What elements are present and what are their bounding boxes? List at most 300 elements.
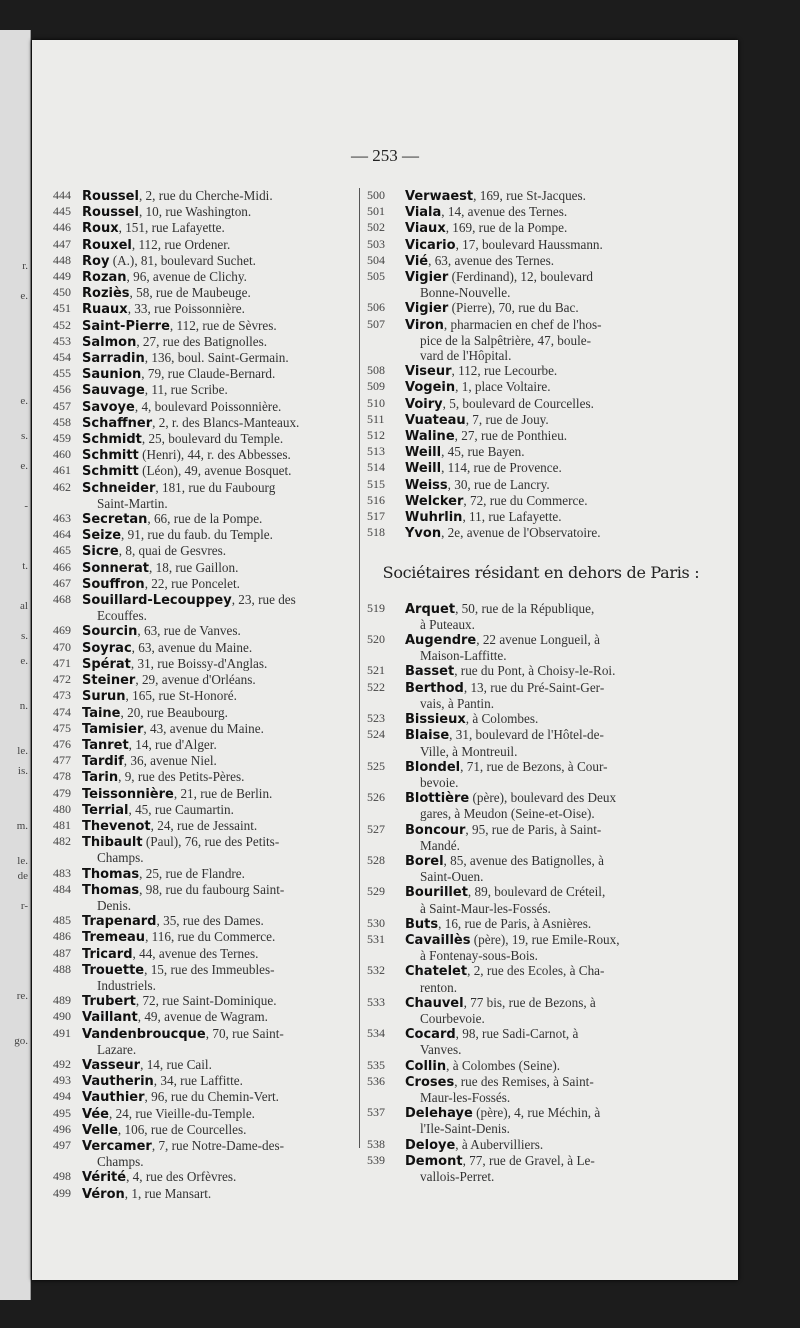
entry-number: 482 [53, 834, 71, 849]
member-address-continued: Denis. [97, 897, 132, 913]
entry-number: 535 [367, 1057, 385, 1072]
member-address: , 1, place Voltaire. [455, 379, 551, 395]
previous-page-edge [0, 30, 31, 1300]
member-name: Thevenot [82, 818, 151, 834]
member-address: (Pierre), 70, rue du Bac. [448, 300, 579, 316]
member-address: , 7, rue Notre-Dame-des- [151, 1137, 285, 1153]
member-address-continued: bevoie. [420, 774, 459, 790]
entry-number: 490 [53, 1009, 71, 1024]
member-address: (Henri), 44, r. des Abbesses. [138, 447, 291, 463]
member-entry [53, 237, 369, 253]
member-name: Demont [405, 1153, 463, 1169]
member-entry [53, 913, 369, 929]
entry-number: 495 [53, 1105, 71, 1120]
member-entry [53, 818, 369, 834]
member-address: , 49, avenue de Wagram. [137, 1009, 268, 1025]
member-name: Cocard [405, 1027, 456, 1043]
member-name: Schaffner [82, 415, 153, 431]
member-name: Thomas [82, 882, 140, 898]
entry-number: 488 [53, 961, 71, 976]
entry-number: 531 [367, 931, 385, 946]
member-name: Trubert [82, 994, 136, 1010]
member-name: Weill [405, 461, 442, 477]
member-address: , 31, rue Boissy-d'Anglas. [130, 655, 268, 671]
member-address: , 2, rue du Cherche-Midi. [138, 188, 273, 203]
member-entry [53, 705, 369, 721]
member-address-continued: Bonne-Nouvelle. [420, 285, 511, 301]
member-address: , rue des Remises, à Saint- [454, 1073, 594, 1089]
member-entry [53, 511, 369, 527]
member-entry [53, 753, 369, 769]
member-entry [53, 527, 369, 543]
entry-number: 489 [53, 993, 71, 1008]
member-entry [53, 640, 369, 656]
member-entry [53, 220, 369, 236]
member-entry [367, 759, 715, 790]
member-name: Blottière [405, 791, 470, 807]
member-address: , 66, rue de la Pompe. [147, 511, 263, 527]
member-address: , 4, boulevard Poissonnière. [134, 398, 282, 414]
member-entry [53, 1169, 369, 1185]
member-address-continued: l'Ile-Saint-Denis. [420, 1121, 510, 1137]
entry-number: 538 [367, 1136, 385, 1151]
margin-fragment: le. [17, 855, 28, 867]
member-entry [53, 334, 369, 350]
member-address: , 22 avenue Longueil, à [476, 632, 601, 648]
member-name: Trouette [82, 962, 145, 978]
entry-number: 527 [367, 821, 385, 836]
member-entry [53, 1122, 369, 1138]
member-address: , pharmacien en chef de l'hos- [443, 316, 602, 332]
entry-number: 500 [367, 188, 385, 202]
entry-number: 520 [367, 632, 385, 647]
member-entry [53, 350, 369, 366]
member-entry [367, 822, 715, 853]
member-address-continued: à Saint-Maur-les-Fossés. [420, 900, 551, 916]
margin-fragment: e. [20, 395, 28, 407]
member-address: (père), 4, rue Méchin, à [472, 1105, 601, 1121]
member-address: , 58, rue de Maubeuge. [129, 285, 251, 301]
member-address-continued: Ville, à Montreuil. [420, 743, 518, 759]
member-name: Yvon [405, 526, 442, 542]
member-name: Boncour [405, 822, 466, 838]
member-name: Bissieux [405, 712, 466, 728]
member-address: , 45, rue Bayen. [441, 444, 525, 460]
member-name: Secretan [82, 512, 148, 528]
member-address-continued: Ecouffes. [97, 608, 147, 624]
member-address: , 11, rue Lafayette. [462, 509, 562, 525]
member-entry [367, 525, 715, 541]
member-entry [53, 672, 369, 688]
member-entry [367, 1074, 715, 1105]
entry-number: 503 [367, 236, 385, 251]
member-address: , 71, rue de Bezons, à Cour- [460, 758, 608, 774]
margin-fragment: de [17, 870, 28, 882]
member-address: , 43, avenue du Maine. [143, 720, 264, 736]
member-name: Sauvage [82, 383, 145, 399]
member-name: Basset [405, 664, 455, 680]
member-address: , 30, rue de Lancry. [447, 476, 550, 492]
member-address-continued: à Puteaux. [420, 616, 475, 632]
entry-number: 454 [53, 350, 71, 365]
member-address: , 13, rue du Pré-Saint-Ger- [463, 679, 605, 695]
member-entry [367, 379, 715, 395]
member-entry [367, 300, 715, 316]
member-name: Vée [82, 1106, 109, 1122]
member-name: Tricard [82, 946, 133, 962]
member-name: Saunion [82, 367, 142, 383]
member-name: Terrial [82, 802, 129, 818]
entry-number: 485 [53, 913, 71, 928]
entry-number: 463 [53, 511, 71, 526]
member-entry [53, 1009, 369, 1025]
member-entry [53, 946, 369, 962]
entry-number: 536 [367, 1073, 385, 1088]
member-address: , 20, rue Beaubourg. [120, 704, 228, 720]
member-address: , 9, rue des Petits-Pères. [118, 769, 245, 785]
member-address: , 136, boul. Saint-Germain. [144, 350, 289, 366]
member-entry [53, 447, 369, 463]
member-entry [367, 363, 715, 379]
entry-number: 448 [53, 252, 71, 267]
member-address: , 77, rue de Gravel, à Le- [462, 1152, 595, 1168]
member-entry [367, 317, 715, 364]
member-address: , 77 bis, rue de Bezons, à [463, 994, 596, 1010]
entry-number: 479 [53, 785, 71, 800]
member-entry [53, 721, 369, 737]
member-address: , 63, rue de Vanves. [137, 623, 241, 639]
member-name: Vauthier [82, 1090, 145, 1106]
entry-number: 483 [53, 865, 71, 880]
member-entry [367, 853, 715, 884]
entry-number: 529 [367, 884, 385, 899]
member-address-continued: renton. [420, 979, 457, 995]
member-address: , à Colombes (Seine). [446, 1057, 561, 1073]
entry-number: 497 [53, 1137, 71, 1152]
outside-paris-members-list [367, 601, 715, 1185]
member-address-continued: Saint-Ouen. [420, 869, 484, 885]
member-address: , 44, avenue des Ternes. [132, 945, 259, 961]
entry-number: 510 [367, 395, 385, 410]
member-address: , 14, rue Cail. [140, 1056, 212, 1072]
entry-number: 469 [53, 623, 71, 638]
margin-fragment: re. [16, 990, 28, 1002]
entry-number: 472 [53, 672, 71, 687]
entry-number: 486 [53, 929, 71, 944]
entry-number: 519 [367, 600, 385, 615]
entry-number: 511 [367, 411, 385, 426]
member-entry [53, 463, 369, 479]
member-entry [367, 204, 715, 220]
member-name: Vogein [405, 380, 456, 396]
member-address: , 11, rue Scribe. [144, 382, 228, 398]
member-name: Roussel [82, 205, 139, 221]
member-entry [53, 382, 369, 398]
entry-number: 444 [53, 188, 71, 202]
entry-number: 514 [367, 460, 385, 475]
member-name: Velle [82, 1122, 118, 1138]
member-name: Vautherin [82, 1074, 154, 1090]
entry-number: 501 [367, 204, 385, 219]
entry-number: 477 [53, 753, 71, 768]
member-address: , 169, rue St-Jacques. [473, 188, 586, 203]
member-address: , 89, boulevard de Créteil, [467, 884, 606, 900]
member-name: Roy [82, 253, 110, 269]
directory-page [32, 40, 738, 1280]
member-entry [367, 727, 715, 758]
member-name: Véron [82, 1186, 125, 1202]
member-address-continued: vallois-Perret. [420, 1168, 495, 1184]
member-name: Blondel [405, 759, 461, 775]
member-address: , 112, rue de Sèvres. [169, 317, 277, 333]
member-name: Taine [82, 705, 121, 721]
member-name: Tanret [82, 737, 129, 753]
member-entry [367, 1026, 715, 1057]
entry-number: 480 [53, 801, 71, 816]
member-name: Chatelet [405, 964, 468, 980]
entry-number: 481 [53, 817, 71, 832]
entry-number: 533 [367, 994, 385, 1009]
entry-number: 447 [53, 236, 71, 251]
entry-number: 505 [367, 269, 385, 284]
member-entry [367, 493, 715, 509]
member-address: , à Colombes. [465, 711, 539, 727]
member-name: Deloye [405, 1137, 456, 1153]
section-heading: Sociétaires résidant en dehors de Paris : [382, 563, 700, 583]
member-name: Delehaye [405, 1106, 473, 1122]
member-address: , 25, boulevard du Temple. [141, 431, 284, 447]
entry-number: 466 [53, 559, 71, 574]
member-entry [367, 253, 715, 269]
entry-number: 468 [53, 592, 71, 607]
left-column [53, 188, 369, 1202]
member-address: , 4, rue des Orfèvres. [126, 1169, 237, 1185]
member-name: Borel [405, 853, 444, 869]
entry-number: 455 [53, 366, 71, 381]
member-address: , 2, r. des Blancs-Manteaux. [152, 414, 300, 430]
entry-number: 525 [367, 758, 385, 773]
entry-number: 476 [53, 736, 71, 751]
member-address-continued: vais, à Pantin. [420, 695, 494, 711]
member-address: , 35, rue des Dames. [156, 913, 264, 929]
entry-number: 528 [367, 852, 385, 867]
member-entry [53, 188, 369, 204]
entry-number: 494 [53, 1089, 71, 1104]
member-name: Ruaux [82, 302, 128, 318]
member-entry [53, 366, 369, 382]
margin-fragment: e. [20, 290, 28, 302]
member-name: Roux [82, 221, 119, 237]
member-address: , 114, rue de Provence. [441, 460, 562, 476]
entry-number: 516 [367, 492, 385, 507]
member-entry [53, 204, 369, 220]
member-entry [53, 560, 369, 576]
member-address: , 72, rue Saint-Dominique. [135, 993, 277, 1009]
entry-number: 521 [367, 663, 385, 678]
member-address: , 10, rue Washington. [138, 204, 252, 220]
member-name: Sonnerat [82, 560, 150, 576]
entry-number: 496 [53, 1121, 71, 1136]
member-address: , 70, rue Saint- [205, 1025, 284, 1041]
member-address: , 24, rue de Jessaint. [150, 817, 258, 833]
member-name: Seize [82, 528, 122, 544]
member-address: , 7, rue de Jouy. [465, 411, 549, 427]
member-name: Blaise [405, 728, 450, 744]
member-name: Viseur [405, 364, 452, 380]
member-entry [367, 995, 715, 1026]
entry-number: 504 [367, 252, 385, 267]
member-name: Vigier [405, 301, 449, 317]
member-address: , 106, rue de Courcelles. [117, 1121, 247, 1137]
entry-number: 498 [53, 1169, 71, 1184]
entry-number: 459 [53, 431, 71, 446]
entry-number: 452 [53, 317, 71, 332]
member-address-continued: Lazare. [97, 1041, 137, 1057]
member-name: Trapenard [82, 914, 157, 930]
margin-fragment: - [24, 500, 28, 512]
member-entry [53, 929, 369, 945]
entry-number: 507 [367, 316, 385, 331]
member-name: Thomas [82, 866, 140, 882]
member-address: , 79, rue Claude-Bernard. [141, 366, 276, 382]
member-entry [367, 188, 715, 204]
member-entry [367, 963, 715, 994]
member-name: Arquet [405, 601, 456, 617]
entry-number: 493 [53, 1073, 71, 1088]
entry-number: 492 [53, 1056, 71, 1071]
member-name: Tarin [82, 770, 119, 786]
entry-number: 453 [53, 333, 71, 348]
member-address: , 31, boulevard de l'Hôtel-de- [449, 727, 604, 743]
member-address: , 95, rue de Paris, à Saint- [465, 821, 602, 837]
member-address: , 1, rue Mansart. [124, 1185, 212, 1201]
entry-number: 499 [53, 1185, 71, 1200]
member-address: , 14, rue d'Alger. [128, 736, 217, 752]
member-name: Augendre [405, 633, 477, 649]
member-name: Rouxel [82, 237, 132, 253]
member-address: , 5, boulevard de Courcelles. [442, 395, 594, 411]
entry-number: 491 [53, 1025, 71, 1040]
margin-fragment: le. [17, 745, 28, 757]
entry-number: 512 [367, 428, 385, 443]
member-address: , 72, rue du Commerce. [463, 492, 588, 508]
member-entry [53, 1089, 369, 1105]
member-address: , rue du Pont, à Choisy-le-Roi. [454, 663, 616, 679]
member-address-continued: Maison-Laffitte. [420, 648, 507, 664]
member-address: , 21, rue de Berlin. [173, 785, 273, 801]
member-address: , 34, rue Laffitte. [153, 1073, 243, 1089]
page-number: — 253 — [351, 146, 419, 165]
entry-number: 539 [367, 1152, 385, 1167]
member-address: , 33, rue Poissonnière. [127, 301, 245, 317]
entry-number: 445 [53, 204, 71, 219]
entry-number: 530 [367, 915, 385, 930]
member-name: Weill [405, 445, 442, 461]
member-name: Vaillant [82, 1010, 138, 1026]
member-address: , 169, rue de la Pompe. [445, 220, 568, 236]
margin-fragment: al [20, 600, 28, 612]
margin-fragment: s. [20, 630, 28, 642]
entry-number: 513 [367, 444, 385, 459]
member-address: , 27, rue de Ponthieu. [454, 428, 568, 444]
member-name: Tamisier [82, 721, 144, 737]
member-address: , 96, rue du Chemin-Vert. [144, 1089, 279, 1105]
member-entry [53, 1057, 369, 1073]
member-name: Souillard-Lecouppey [82, 593, 232, 609]
member-address: , 98, rue Sadi-Carnot, à [455, 1026, 579, 1042]
entry-number: 509 [367, 379, 385, 394]
member-entry [367, 1105, 715, 1136]
member-entry [53, 623, 369, 639]
member-address-continued: Mandé. [420, 837, 460, 853]
member-name: Viron [405, 317, 444, 333]
margin-fragment: r. [22, 260, 28, 272]
member-name: Waline [405, 429, 455, 445]
member-entry [53, 656, 369, 672]
member-entry [53, 576, 369, 592]
member-name: Souffron [82, 576, 145, 592]
member-name: Soyrac [82, 640, 132, 656]
margin-fragment: e. [20, 460, 28, 472]
entry-number: 462 [53, 479, 71, 494]
member-entry [367, 601, 715, 632]
member-address: , 50, rue de la République, [455, 600, 595, 616]
member-entry [367, 790, 715, 821]
entry-number: 475 [53, 720, 71, 735]
member-name: Croses [405, 1074, 455, 1090]
member-address: , 2, rue des Ecoles, à Cha- [467, 963, 605, 979]
entry-number: 508 [367, 363, 385, 378]
member-name: Salmon [82, 334, 137, 350]
member-entry [53, 866, 369, 882]
member-entry [367, 444, 715, 460]
entry-number: 537 [367, 1105, 385, 1120]
member-address-continued: Industriels. [97, 977, 156, 993]
member-name: Vigier [405, 270, 449, 286]
member-name: Viala [405, 205, 442, 221]
member-address: (Ferdinand), 12, boulevard [448, 269, 593, 285]
member-name: Sicre [82, 544, 119, 560]
member-name: Voiry [405, 396, 443, 412]
member-entry [53, 399, 369, 415]
margin-fragment: m. [16, 820, 28, 832]
entry-number: 470 [53, 639, 71, 654]
member-address: , 18, rue Gaillon. [149, 559, 239, 575]
member-name: Verwaest [405, 189, 474, 204]
member-address: (père), 19, rue Emile-Roux, [470, 931, 620, 947]
member-name: Sourcin [82, 624, 138, 640]
entry-number: 506 [367, 300, 385, 315]
member-name: Rozan [82, 270, 127, 286]
member-address: , 112, rue Lecourbe. [451, 363, 558, 379]
member-address: , 181, rue du Faubourg [155, 479, 276, 495]
member-address: (Paul), 76, rue des Petits- [142, 834, 280, 850]
entry-number: 478 [53, 769, 71, 784]
member-address: , 22, rue Poncelet. [144, 575, 240, 591]
member-name: Schneider [82, 480, 156, 496]
member-address: , 16, rue de Paris, à Asnières. [438, 915, 592, 931]
member-name: Welcker [405, 493, 464, 509]
member-address: , 36, avenue Niel. [123, 753, 217, 769]
member-entry [367, 680, 715, 711]
entry-number: 502 [367, 220, 385, 235]
margin-fragment: t. [22, 560, 28, 572]
margin-fragment: r- [20, 900, 28, 912]
member-name: Berthod [405, 680, 464, 696]
member-address-continued: à Fontenay-sous-Bois. [420, 948, 538, 964]
member-entry [367, 237, 715, 253]
member-address: , 17, boulevard Haussmann. [455, 236, 603, 252]
